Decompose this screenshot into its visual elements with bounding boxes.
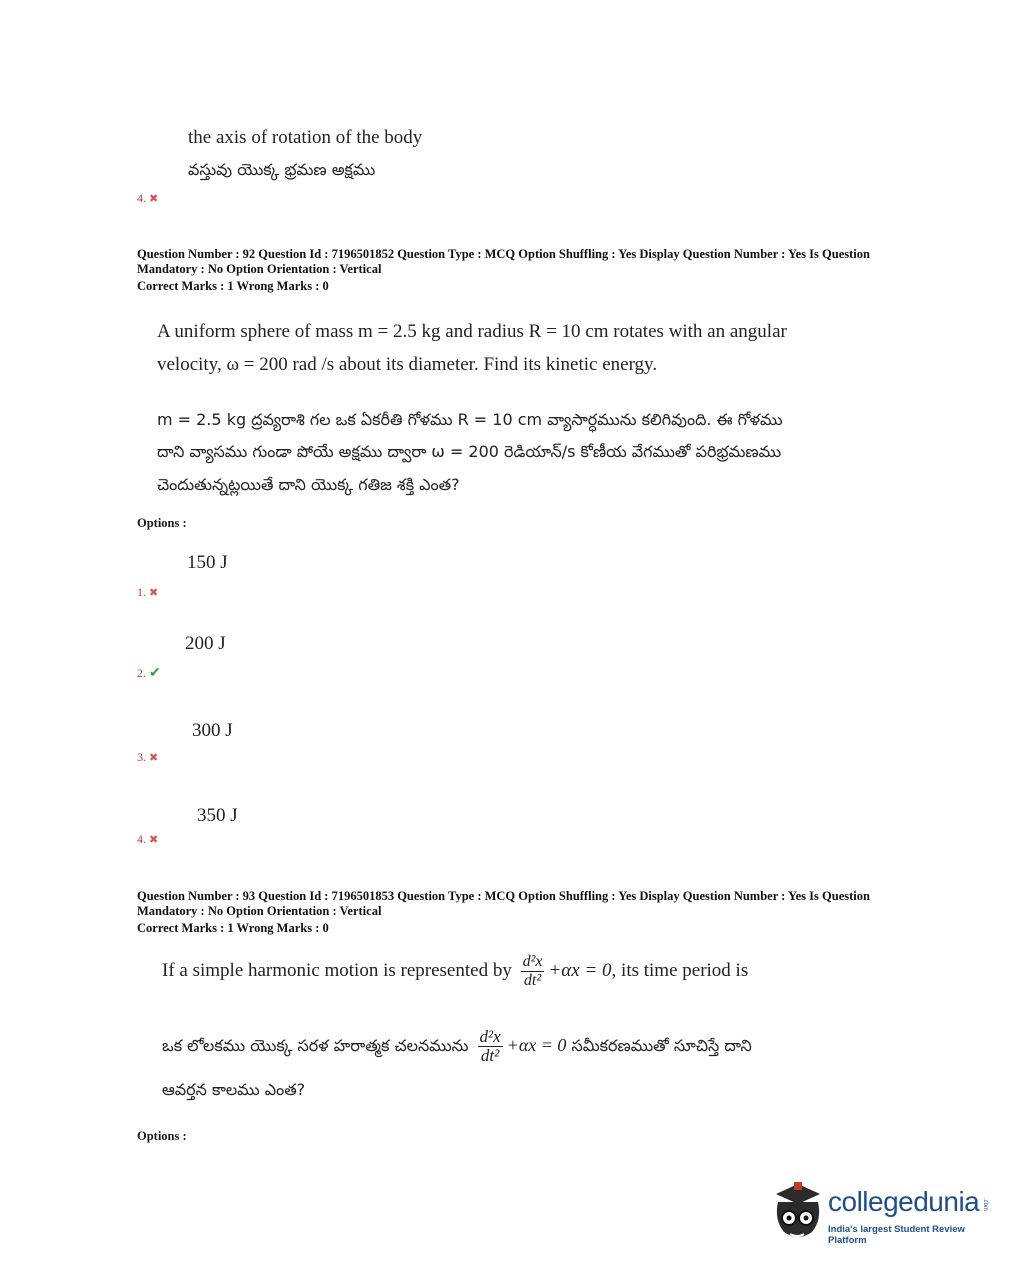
equation-tail: +αx = 0 — [548, 959, 612, 981]
q93-fraction — [521, 953, 545, 990]
q93-meta-line1: Question Number : 93 Question Id : 7196501853 Question Type : MCQ Option Shuffling : Yes Display Question Number : Yes Is Question — [137, 889, 870, 903]
q92-option-1-number: 1. ✖ — [137, 585, 159, 599]
q92-question-te-3: చెందుతున్నట్లయితే దాని యొక్క గతిజ శక్తి ఎంత? — [157, 475, 460, 494]
q93-question-en-text: If a simple harmonic motion is represented by — [162, 959, 512, 981]
fraction-denominator: dt² — [480, 1046, 500, 1065]
prev-option-text-en: the axis of rotation of the body — [188, 127, 423, 148]
q92-meta-line1: Question Number : 92 Question Id : 7196501852 Question Type : MCQ Option Shuffling : Yes Display Question Number : Yes Is Question — [137, 247, 870, 261]
q92-question-te-2: దాని వ్యాసము గుండా పోయే అక్షము ద్వారా ω = 200 రెడియాన్/s కోణీయ వేగముతో పరిభ్రమణము — [157, 442, 782, 461]
fraction-denominator: dt² — [523, 972, 542, 989]
q92-meta-line2: Mandatory : No Option Orientation : Vertical — [137, 262, 382, 276]
q92-meta-line3: Correct Marks : 1 Wrong Marks : 0 — [137, 279, 329, 293]
q92-option-4-number: 4. ✖ — [137, 832, 159, 846]
q92-option-2-number: 2. ✔ — [137, 666, 161, 681]
q93-question-te-1 — [162, 1028, 752, 1065]
q93-question-te-text: ఒక లోలకము యొక్క సరళ హరాత్మక చలనమును — [162, 1036, 469, 1055]
cross-icon: ✖ — [149, 752, 159, 764]
q92-question-te-1: m = 2.5 kg ద్రవ్యరాశి గల ఒక ఏకరీతి గోళము R = 10 cm వ్యాసార్ధమును కలిగివుంది. ఈ గోళము — [157, 410, 783, 429]
cross-icon: ✖ — [149, 587, 159, 599]
q93-fraction-te — [478, 1028, 503, 1065]
q93-options-label: Options : — [137, 1129, 187, 1143]
q93-question-en-tail: , its time period is — [611, 959, 749, 981]
q93-question-te-2: ఆవర్తన కాలము ఎంత? — [162, 1080, 306, 1099]
q92-option-3-value: 300 J — [192, 720, 233, 741]
q92-option-3-number: 3. ✖ — [137, 750, 159, 764]
logo-wordmark: collegedunia — [828, 1186, 980, 1217]
q93-meta-line3: Correct Marks : 1 Wrong Marks : 0 — [137, 921, 329, 935]
equation-tail: +αx = 0 — [506, 1035, 567, 1055]
cross-icon: ✖ — [149, 834, 159, 846]
q92-options-label: Options : — [137, 516, 187, 530]
fraction-numerator: d²x — [479, 1027, 501, 1046]
mascot-icon — [768, 1180, 826, 1250]
q92-question-en-2: velocity, ω = 200 rad /s about its diameter. Find its kinetic energy. — [157, 354, 658, 375]
collegedunia-logo — [768, 1180, 998, 1250]
logo-tagline: India's largest Student Review Platform — [828, 1224, 965, 1246]
check-icon: ✔ — [149, 666, 161, 681]
logo-domain: .com — [982, 1198, 988, 1212]
q92-option-1-value: 150 J — [187, 552, 228, 573]
prev-option-number: 4. ✖ — [137, 191, 159, 205]
q92-option-4-value: 350 J — [197, 805, 238, 826]
prev-option-text-te: వస్తువు యొక్క భ్రమణ అక్షము — [188, 160, 376, 179]
q93-question-en — [162, 953, 748, 990]
q92-question-en-1: A uniform sphere of mass m = 2.5 kg and radius R = 10 cm rotates with an angular — [157, 321, 787, 342]
fraction-numerator: d²x — [522, 953, 543, 970]
cross-icon: ✖ — [149, 193, 159, 205]
q93-question-te-tail: సమీకరణముతో సూచిస్తే దాని — [571, 1036, 752, 1055]
q92-option-2-value: 200 J — [185, 633, 226, 654]
q93-meta-line2: Mandatory : No Option Orientation : Vertical — [137, 904, 382, 918]
